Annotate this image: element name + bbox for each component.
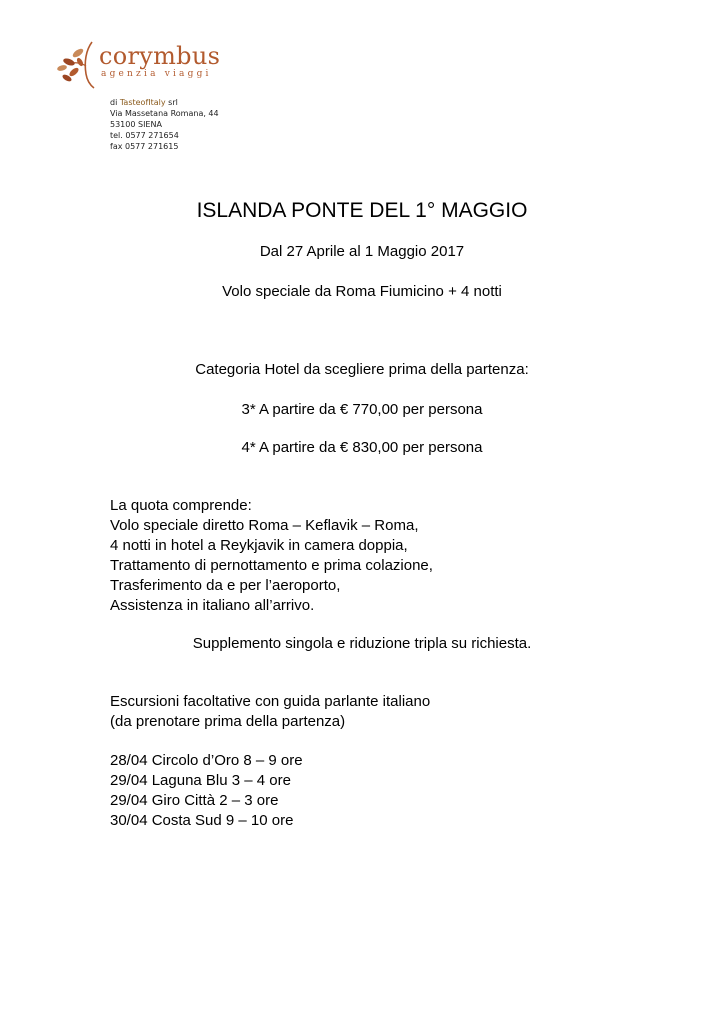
hotel-category: Categoria Hotel da scegliere prima della partenza: — [195, 361, 529, 378]
company-logo — [56, 40, 221, 90]
excursion-item: 29/04 Laguna Blu 3 – 4 ore — [110, 772, 291, 789]
address-company: TasteofItaly — [119, 98, 166, 107]
address-street: Via Massetana Romana, 44 — [110, 109, 219, 118]
address-company-suffix: srl — [168, 98, 178, 107]
excursions-heading: Escursioni facoltative con guida parlante italiano — [110, 693, 431, 710]
includes-section — [110, 496, 433, 616]
address-city: 53100 SIENA — [110, 120, 162, 129]
travel-dates: Dal 27 Aprile al 1 Maggio 2017 — [259, 243, 465, 260]
page-title: ISLANDA PONTE DEL 1° MAGGIO — [196, 199, 528, 222]
flight-info: Volo speciale da Roma Fiumicino + 4 notti — [222, 283, 502, 300]
includes-item: Volo speciale diretto Roma – Keflavik – Roma, — [110, 517, 419, 534]
includes-item: Trasferimento da e per l’aeroporto, — [110, 577, 341, 594]
address-tel: tel. 0577 271654 — [110, 131, 179, 140]
supplement-note: Supplemento singola e riduzione tripla su richiesta. — [192, 635, 532, 652]
corymbus-leaf-logo-icon — [56, 40, 102, 90]
excursions-list — [110, 751, 303, 831]
address-di: di — [110, 98, 118, 107]
excursion-item: 29/04 Giro Città 2 – 3 ore — [110, 792, 279, 809]
logo-subtitle: agenzia viaggi — [101, 69, 212, 79]
excursion-item: 30/04 Costa Sud 9 – 10 ore — [110, 812, 294, 829]
excursions-note: (da prenotare prima della partenza) — [110, 713, 346, 730]
includes-item: Trattamento di pernottamento e prima colazione, — [110, 557, 433, 574]
price-3-star: 3* A partire da € 770,00 per persona — [241, 401, 483, 418]
excursion-item: 28/04 Circolo d’Oro 8 – 9 ore — [110, 752, 303, 769]
includes-heading: La quota comprende: — [110, 497, 252, 514]
company-address — [110, 97, 219, 152]
price-4-star: 4* A partire da € 830,00 per persona — [241, 439, 483, 456]
address-company-line — [110, 97, 219, 108]
logo-name: corymbus — [99, 42, 221, 70]
includes-item: 4 notti in hotel a Reykjavik in camera doppia, — [110, 537, 408, 554]
address-fax: fax 0577 271615 — [110, 142, 179, 151]
excursions-header — [110, 692, 430, 732]
includes-item: Assistenza in italiano all’arrivo. — [110, 597, 315, 614]
